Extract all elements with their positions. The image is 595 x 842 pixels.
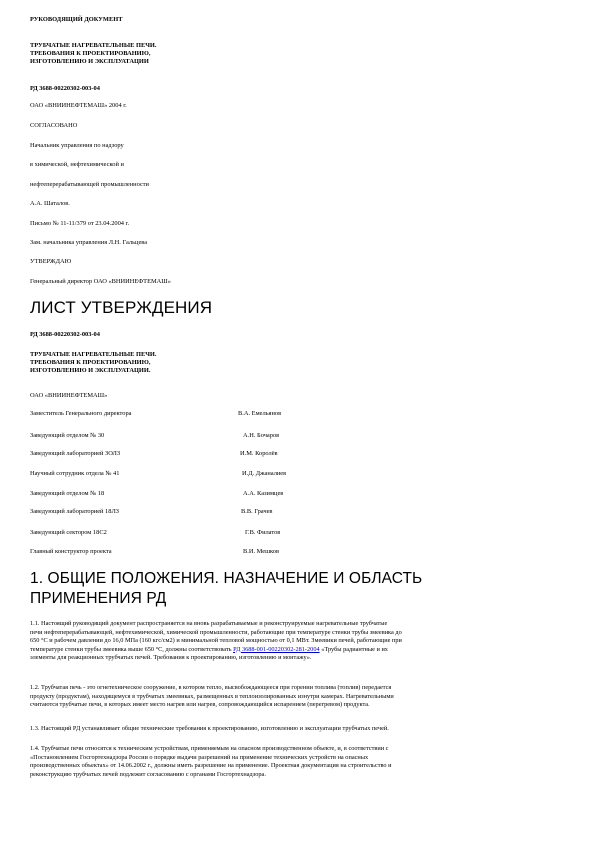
approval-title-line: ТРЕБОВАНИЯ К ПРОЕКТИРОВАНИЮ,: [30, 359, 151, 366]
signatory-name: А.А. Казимцев: [243, 490, 284, 497]
approval-code: РД 3688-00220302-003-04: [30, 331, 100, 338]
paragraph-line: 1.1. Настоящий руководящий документ распространяется на вновь разрабатываемые и реконструируемые нагревательные трубчатые: [30, 620, 388, 627]
signatory-role: Заведующий отделом № 30: [30, 432, 105, 439]
agreed-line: нефтеперерабатывающей промышленности: [30, 181, 149, 188]
signatory-name: В.В. Грачев: [241, 508, 273, 515]
paragraph-line: [30, 646, 570, 655]
signatory-role: Заведующий сектором 18С2: [30, 529, 107, 536]
paragraph-1-2: [30, 684, 570, 710]
paragraph-text: температуре стенки трубы змеевика выше 650 °С, должны соответствовать: [30, 645, 232, 653]
doc-title-line: ТРУБЧАТЫЕ НАГРЕВАТЕЛЬНЫЕ ПЕЧИ.: [30, 42, 157, 49]
signatory-role: Заведующий лабораторией 18ЛЗ: [30, 508, 119, 515]
approval-title-line: ТРУБЧАТЫЕ НАГРЕВАТЕЛЬНЫЕ ПЕЧИ.: [30, 351, 157, 358]
signatory-role: Заместитель Генерального директора: [30, 410, 132, 417]
signatory-name: В.А. Емельянов: [238, 410, 282, 417]
paragraph-line: элементы для реакционных трубчатых печей. Требования к проектированию, изготовлению и монтажу».: [30, 654, 312, 662]
agreed-name: А.А. Шаталов.: [30, 200, 70, 207]
paragraph-line: производственных объектах» от 14.06.2002 г., должны иметь разрешение на применение. Проектная документация на строительство и: [30, 762, 392, 770]
letter-ref: Письмо № 11-11/379 от 23.04.2004 г.: [30, 220, 130, 227]
director-line: Генеральный директор ОАО «ВНИИНЕФТЕМАШ»: [30, 278, 171, 285]
approval-title-line: ИЗГОТОВЛЕНИЮ И ЭКСПЛУАТАЦИИ.: [30, 367, 151, 374]
rd-reference-link[interactable]: РД 3688-001-00220302-281-2004: [233, 645, 320, 653]
paragraph-line: реконструкцию трубчатых печей подлежит согласованию с органами Госгортехнадзора.: [30, 770, 266, 778]
paragraph-text: «Трубы радиантные и их: [319, 645, 388, 653]
section-heading-line: 1. ОБЩИЕ ПОЛОЖЕНИЯ. НАЗНАЧЕНИЕ И ОБЛАСТЬ: [30, 570, 423, 587]
paragraph-line: считаются трубчатые печи, в которых имеет место нагрев или нагрев, сопровождающийся испарением (перегревом) продукта.: [30, 701, 370, 709]
agreed-label: СОГЛАСОВАНО: [30, 122, 78, 129]
doc-title-line: ИЗГОТОВЛЕНИЮ И ЭКСПЛУАТАЦИИ: [30, 58, 149, 65]
doc-type: РУКОВОДЯЩИЙ ДОКУМЕНТ: [30, 16, 123, 23]
signatory-name: И.Д. Джаналиев: [242, 470, 287, 477]
paragraph-1-4: [30, 745, 570, 779]
approval-org: ОАО «ВНИИНЕФТЕМАШ»: [30, 392, 108, 399]
paragraph-line: 650 °С и рабочем давлении до 16,0 МПа (160 кгс/см2) и минимальной тепловой мощностью от 0,1 МВт. Змеевики печей, работающие при: [30, 637, 402, 645]
signatory-name: И.М. Королёв: [240, 450, 278, 457]
doc-title: [30, 42, 157, 66]
signatory-name: В.И. Мешков: [243, 548, 280, 555]
agreed-line: в химической, нефтехимической и: [30, 161, 124, 168]
signatory-role: Главный конструктор проекта: [30, 548, 112, 555]
signatory-role: Заведующий лабораторией ЗОЛЗ: [30, 450, 121, 457]
org-year: ОАО «ВНИИНЕФТЕМАШ» 2004 г.: [30, 102, 127, 109]
signatory-name: Г.В. Филатов: [245, 529, 281, 536]
section-heading: [30, 569, 422, 609]
signatory-name: А.Н. Бочаров: [243, 432, 280, 439]
doc-code: РД 3688-00220302-003-04: [30, 85, 100, 92]
paragraph-1-1: [30, 620, 570, 663]
paragraph-1-3: [30, 725, 570, 734]
approval-title: [30, 351, 157, 375]
paragraph-line: 1.3. Настоящий РД устанавливает общие технические требования к проектированию, изготовлению и эксплуатации трубчатых печей.: [30, 725, 389, 732]
signatory-role: Научный сотрудник отдела № 41: [30, 470, 120, 477]
deputy-line: Зам. начальника управления Л.Н. Гальцева: [30, 239, 148, 246]
paragraph-line: продукту (продуктам), находящемуся в трубчатых змеевиках, размещенных в теплоизолированных изнутри камерах. Нагревательными: [30, 692, 394, 700]
paragraph-line: 1.2. Трубчатая печь - это огнетехническое сооружение, в котором тепло, высвобождающееся при горении топлива (топлив) передается: [30, 684, 392, 691]
doc-title-line: ТРЕБОВАНИЯ К ПРОЕКТИРОВАНИЮ,: [30, 50, 151, 57]
paragraph-line: «Постановлением Госгортехнадзора России о порядке выдачи разрешений на применение технических устройств на опасных: [30, 753, 369, 761]
section-heading-line: ПРИМЕНЕНИЯ РД: [30, 590, 167, 607]
signatory-role: Заведующий отделом № 18: [30, 490, 105, 497]
approval-heading: ЛИСТ УТВЕРЖДЕНИЯ: [30, 298, 213, 317]
approved-label: УТВЕРЖДАЮ: [30, 258, 72, 265]
paragraph-line: 1.4. Трубчатые печи относятся к техническим устройствам, применяемым на опасном производственном объекте, и, в соответствии с: [30, 745, 389, 752]
paragraph-line: печи нефтеперерабатывающей, нефтехимической, химической промышленности, работающие при температуре стенки трубы змеевика до: [30, 628, 402, 636]
agreed-line: Начальник управления по надзору: [30, 142, 124, 149]
